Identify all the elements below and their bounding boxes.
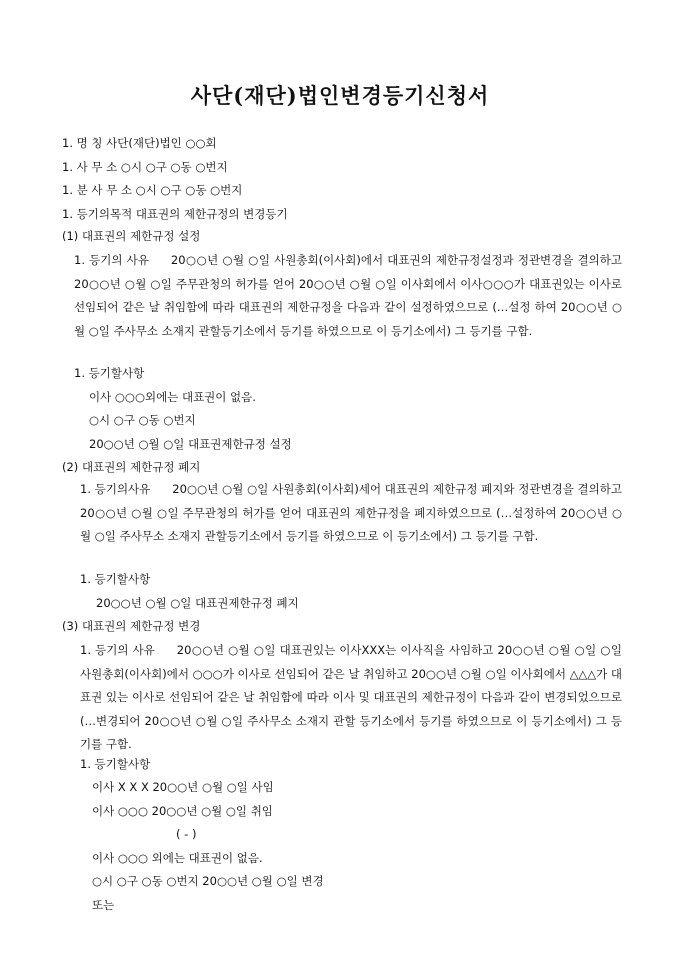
section2-heading: (2) 대표권의 제한규정 폐지 [62,460,201,474]
section3-matter-3: ( - ) [176,827,197,841]
section1-cause-paragraph [74,249,622,343]
section3-cause-text: 20○○년 ○월 ○일 대표권있는 이사XXX는 이사직을 사임하고 20○○년 ○월 ○일 ○일 사원총회(이사회)에서 ○○○가 이사로 선임되어 같은 날 취임하고 20○○년 ○월 ○일 이사회에서 △△△가 대표권 있는 이사로 선임되어 같은 날 취임함에 따라 이사 및 대표권의 제한규정이 다음과 같이 변경되었으므로 (…변경되어 20○○년 ○월 ○일 주사무소 소재지 관할 등기소에서 등기를 하였으므로 이 등기소에서) 그 등기를 구함. [80,643,622,751]
section1-cause-label: 1. 등기의 사유 [74,253,149,267]
section2-matters-label: 1. 등기할사항 [80,572,151,586]
header-branch-line: 1. 분 사 무 소 ○시 ○구 ○동 ○번지 [62,183,243,197]
section1-matter-3: 20○○년 ○월 ○일 대표권제한규정 설정 [89,437,292,451]
section1-heading: (1) 대표권의 제한규정 설정 [62,229,201,243]
header-office-line: 1. 사 무 소 ○시 ○구 ○동 ○번지 [62,160,228,174]
section3-cause-label: 1. 등기의 사유 [80,643,155,657]
document-title: 사단(재단)법인변경등기신청서 [190,83,490,108]
section3-matters-label: 1. 등기할사항 [80,757,151,771]
section3-matter-5: ○시 ○구 ○동 ○번지 20○○년 ○월 ○일 변경 [92,874,324,888]
section3-matter-4: 이사 ○○○ 외에는 대표권이 없음. [92,851,263,865]
section2-cause-label: 1. 등기의사유 [80,482,151,496]
section2-matter-1: 20○○년 ○월 ○일 대표권제한규정 폐지 [96,596,299,610]
header-name-line: 1. 명 칭 사단(재단)법인 ○○회 [62,136,217,150]
section1-matter-2: ○시 ○구 ○동 ○번지 [89,413,196,427]
header-purpose-line: 1. 등기의목적 대표권의 제한규정의 변경등기 [62,207,288,221]
section3-cause-paragraph [80,639,622,757]
section2-cause-text: 20○○년 ○월 ○일 사원총회(이사회)세어 대표권의 제한규정 폐지와 정관변경을 결의하고 20○○년 ○월 ○일 주무관청의 허가를 얻어 대표권의 제한규정을 폐지하였으므로 (…설정하여 20○○년 ○월 ○일 주사무소 소재지 관할등기소에서 등기를 하였으므로 이 등기소에서) 그 등기를 구함. [80,482,622,543]
section3-heading: (3) 대표권의 제한규정 변경 [62,619,201,633]
section1-matters-label: 1. 등기할사항 [74,366,145,380]
section1-matter-1: 이사 ○○○외에는 대표권이 없음. [89,390,256,404]
section1-cause-text: 20○○년 ○월 ○일 사원총회(이사회)에서 대표권의 제한규정설정과 정관변경을 결의하고 20○○년 ○월 ○일 주무관청의 허가를 얻어 20○○년 ○월 ○일 이사회에서 이사○○○가 대표권있는 이사로 선임되어 같은 날 취임함에 따라 대표권의 제한규정을 다음과 같이 설정하였으므로 (…설정 하여 20○○년 ○월 ○일 주사무소 소재지 관할등기소에서 등기를 하였으므로 이 등기소에서) 그 등기를 구함. [74,253,623,338]
section2-cause-paragraph [80,478,622,549]
section3-matter-1: 이사 X X X 20○○년 ○월 ○일 사임 [92,780,274,794]
section3-matter-6: 또는 [92,898,115,912]
section3-matter-2: 이사 ○○○ 20○○년 ○월 ○일 취임 [92,804,273,818]
